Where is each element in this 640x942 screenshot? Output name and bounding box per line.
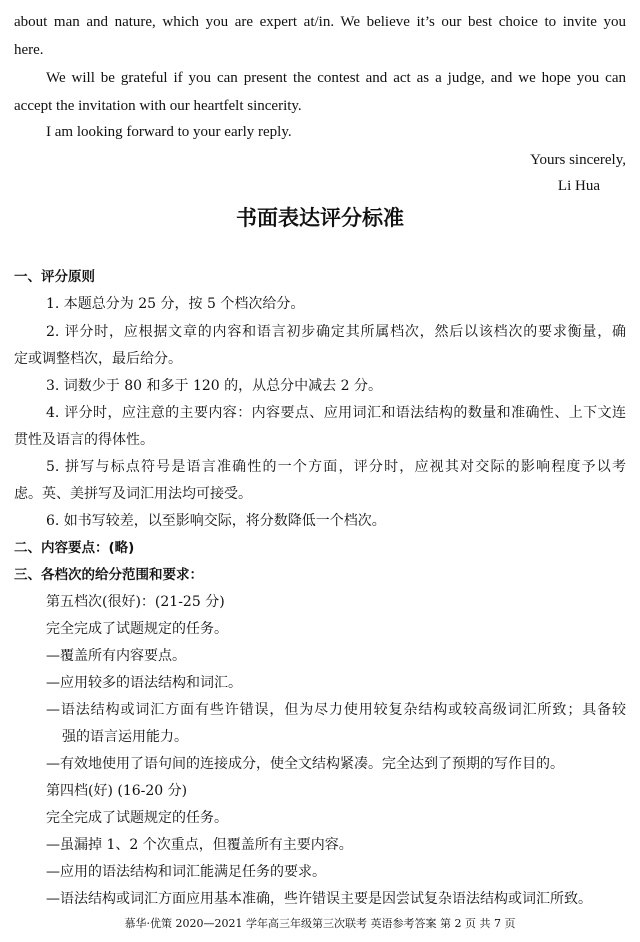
principle-2-line-2: 定或调整档次，最后给分。 <box>14 351 182 367</box>
tier-4-line-1: 完全完成了试题规定的任务。 <box>46 810 228 826</box>
page-footer: 慕华·优策 2020—2021 学年高三年级第三次联考 英语参考答案 第 2 页 共 7 页 <box>124 917 516 930</box>
principle-1: 1. 本题总分为 25 分，按 5 个档次给分。 <box>46 296 305 312</box>
section-3-heading: 三、各档次的给分范围和要求： <box>14 567 203 583</box>
tier-4-line-2: —虽漏掉 1、2 个次重点，但覆盖所有主要内容。 <box>46 837 353 853</box>
letter-line-3: We will be grateful if you can present the contest and act as a judge, and we hope you can <box>46 70 626 86</box>
principle-4-line-2: 贯性及语言的得体性。 <box>14 432 154 448</box>
tier-5-line-4: —语法结构或词汇方面有些许错误，但为尽力使用较复杂结构或较高级词汇所致；具备较 <box>46 702 626 718</box>
principle-5-line-2: 虑。英、美拼写及词汇用法均可接受。 <box>14 486 252 502</box>
letter-line-4: accept the invitation with our heartfelt sincerity. <box>14 98 302 114</box>
tier-5-line-5: —有效地使用了语句间的连接成分，使全文结构紧凑。完全达到了预期的写作目的。 <box>46 756 564 772</box>
letter-line-1: about man and nature, which you are expert at/in. We believe it’s our best choice to invite you <box>14 14 626 30</box>
tier-5-line-4-cont: 强的语言运用能力。 <box>62 729 188 745</box>
tier-5-line-2: —覆盖所有内容要点。 <box>46 648 186 664</box>
principle-5-line-1: 5. 拼写与标点符号是语言准确性的一个方面，评分时，应视其对交际的影响程度予以考 <box>46 459 626 475</box>
letter-line-2: here. <box>14 42 44 58</box>
section-1-heading: 一、评分原则 <box>14 269 95 285</box>
section-2-heading: 二、内容要点：(略) <box>14 540 135 556</box>
tier-5-line-1: 完全完成了试题规定的任务。 <box>46 621 228 637</box>
letter-line-5: I am looking forward to your early reply. <box>46 124 292 140</box>
principle-6: 6. 如书写较差，以至影响交际，将分数降低一个档次。 <box>46 513 386 529</box>
principle-4-line-1: 4. 评分时，应注意的主要内容：内容要点、应用词汇和语法结构的数量和准确性、上下文连 <box>46 405 626 421</box>
tier-5-line-3: —应用较多的语法结构和词汇。 <box>46 675 242 691</box>
letter-signature: Li Hua <box>557 178 600 194</box>
letter-closing: Yours sincerely, <box>530 152 626 168</box>
tier-4-line-4: —语法结构或词汇方面应用基本准确，些许错误主要是因尝试复杂语法结构或词汇所致。 <box>46 891 592 907</box>
page-title: 书面表达评分标准 <box>236 206 404 230</box>
tier-5-title: 第五档次(很好)：(21-25 分) <box>46 594 225 610</box>
tier-4-line-3: —应用的语法结构和词汇能满足任务的要求。 <box>46 864 326 880</box>
principle-3: 3. 词数少于 80 和多于 120 的，从总分中减去 2 分。 <box>46 378 382 394</box>
tier-4-title: 第四档(好) (16-20 分) <box>46 783 188 799</box>
principle-2-line-1: 2. 评分时，应根据文章的内容和语言初步确定其所属档次，然后以该档次的要求衡量，确 <box>46 324 626 340</box>
